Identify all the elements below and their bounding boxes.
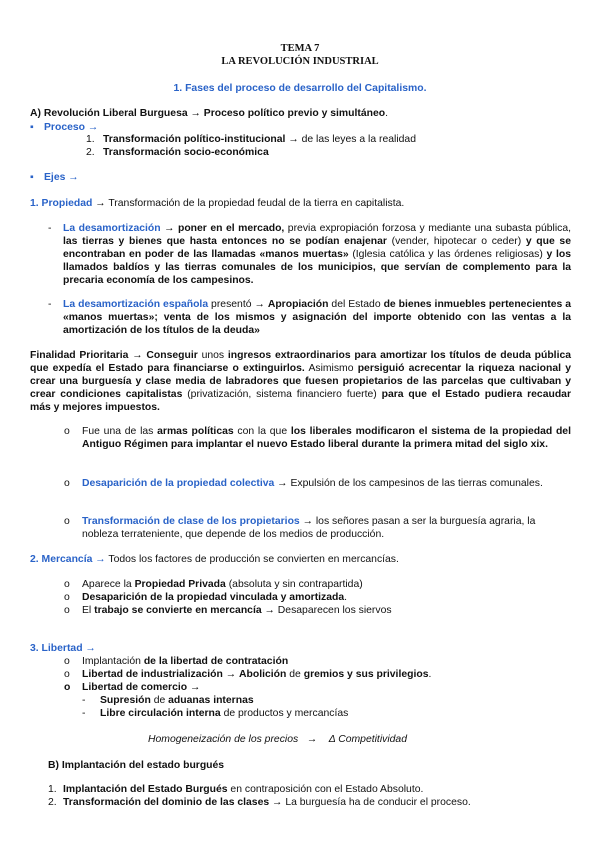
propiedad-heading: 1. Propiedad → Transformación de la propiedad feudal de la tierra en capitalista.: [30, 198, 405, 209]
square-bullet-icon: ▪: [30, 172, 34, 183]
mercancia-heading: 2. Mercancía → Todos los factores de producción se convierten en mercancías.: [30, 554, 399, 565]
mercancia-item: o El trabajo se convierte en mercancía → Desaparecen los siervos: [64, 605, 392, 616]
desamortizacion-espanola-paragraph: La desamortización española presentó → Apropiación del Estado de bienes inmuebles pertenecientes a «manos muertas»; venta de los mismos y asignación del importe obtenido con las ventas a la amortización de los títulos de la deuda»: [63, 299, 571, 337]
libertad-heading: 3. Libertad →: [30, 643, 96, 654]
libertad-sub-item: - Supresión de aduanas internas: [82, 695, 254, 706]
transformacion-item: Transformación de clase de los propietarios → los señores pasan a ser la burguesía agraria, la nobleza terrateniente, que depende de los medios de producción.: [82, 516, 536, 541]
circle-bullet: o: [64, 478, 70, 489]
desamortizacion-paragraph: La desamortización → poner en el mercado, previa expropiación forzosa y mediante una subasta pública, las tierras y bienes que hasta entonces no se podían enajenar (vender, hipotecar o ceder) y que se encontraban en poder de las llamadas «manos muertas» (Iglesia católica y las órdenes religiosas) y los llamados baldíos y las tierras comunales de los municipios, que servían de complemento para la precaria economía de los campesinos.: [63, 223, 571, 287]
section-subtitle: 1. Fases del proceso de desarrollo del Capitalismo.: [173, 83, 427, 94]
libertad-item: o Implantación de la libertad de contratación: [64, 656, 289, 667]
proceso-sub-item: 2. Transformación socio-económica: [86, 147, 269, 158]
section-b-item: 2. Transformación del dominio de las clases → La burguesía ha de conducir el proceso.: [48, 797, 471, 808]
libertad-sub-item: - Libre circulación interna de productos y mercancías: [82, 708, 349, 719]
homogeneizacion-line: Homogeneización de los precios → Δ Competitividad: [148, 734, 407, 745]
section-b-item: 1. Implantación del Estado Burgués en contraposición con el Estado Absoluto.: [48, 784, 424, 795]
section-b-heading: B) Implantación del estado burgués: [48, 760, 225, 771]
desaparicion-item: Desaparición de la propiedad colectiva → Expulsión de los campesinos de las tierras comunales.: [82, 478, 543, 489]
dash-bullet: -: [48, 223, 52, 234]
section-a-heading: A) Revolución Liberal Burguesa → Proceso político previo y simultáneo.: [30, 108, 388, 119]
dash-bullet: -: [48, 299, 52, 310]
proceso-item: ▪ Proceso →: [30, 122, 99, 133]
mercancia-item: o Aparece la Propiedad Privada (absoluta y sin contrapartida): [64, 579, 363, 590]
square-bullet-icon: ▪: [30, 122, 34, 133]
armas-politicas-item: Fue una de las armas políticas con la que los liberales modificaron el sistema de la propiedad del Antiguo Régimen para implantar el nuevo Estado liberal durante la primera mitad del siglo xix.: [82, 426, 571, 451]
document-title: LA REVOLUCIÓN INDUSTRIAL: [221, 56, 379, 67]
finalidad-paragraph: Finalidad Prioritaria → Conseguir unos ingresos extraordinarios para amortizar los títulos de deuda pública que expedía el Estado para financiarse o extinguirlos. Asimismo persiguió acrecentar la riqueza nacional y crear una burguesía y clase media de labradores que fuesen propietarios de las parcelas que cultivaban y crear condiciones capitalistas (privatización, sistema financiero fuerte) para que el Estado pudiera recaudar más y mejores impuestos.: [30, 350, 572, 414]
libertad-item: o Libertad de comercio →: [64, 682, 201, 693]
libertad-item: o Libertad de industrialización → Abolición de gremios y sus privilegios.: [64, 669, 432, 680]
circle-bullet: o: [64, 426, 70, 437]
circle-bullet: o: [64, 516, 70, 527]
tema-label: TEMA 7: [280, 43, 320, 54]
mercancia-item: o Desaparición de la propiedad vinculada y amortizada.: [64, 592, 348, 603]
proceso-sub-item: 1. Transformación político-institucional → de las leyes a la realidad: [86, 134, 416, 145]
ejes-item: ▪ Ejes →: [30, 172, 79, 183]
